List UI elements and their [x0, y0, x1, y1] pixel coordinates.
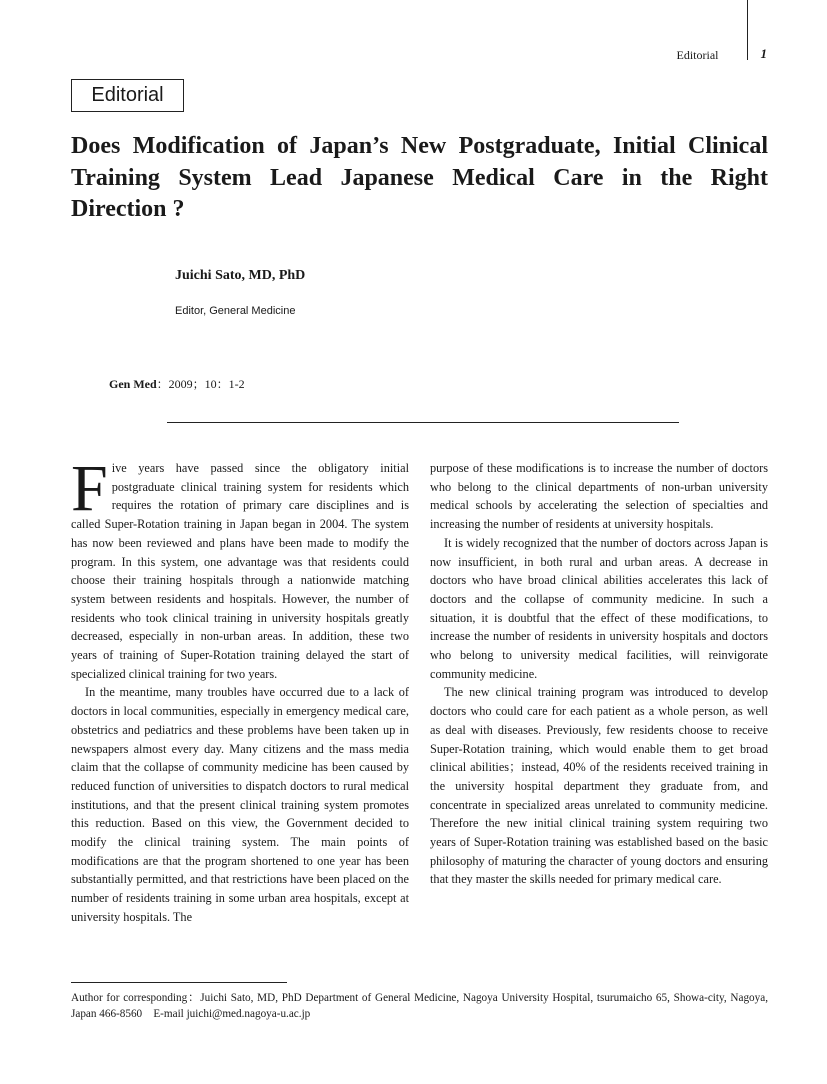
citation-details: ：2009；10：1-2: [156, 377, 245, 391]
running-head-section: Editorial: [676, 48, 719, 62]
body-paragraph: It is widely recognized that the number of doctors across Japan is now insufficient, in both rural and urban areas. A decrease in doctors who have broad clinical abilities accelerates this lack of doctors and the collapse of community medicine. In such a situation, it is doubtful that the effect of these modifications, to increase the number of residents in university hospitals and doctors who belong to university medical facilities, will reinvigorate community medicine.: [430, 535, 768, 681]
corresponding-author-footnote: Author for corresponding：Juichi Sato, MD, PhD Department of General Medicine, Nagoya University Hospital, tsurumaicho 65, Showa-city, Nagoya, Japan 466-8560 E-mail juichi@med.nagoya-u.ac.jp: [71, 992, 768, 1020]
citation-journal: Gen Med: [109, 377, 157, 391]
author-affiliation: Editor, General Medicine: [175, 305, 296, 317]
article-title: Does Modification of Japan’s New Postgraduate, Initial Clinical Training System Lead Japanese Medical Care in the Right Direction ?: [71, 133, 768, 222]
article-type-label: Editorial: [71, 79, 184, 112]
body-paragraph: [71, 452, 409, 683]
citation: [109, 375, 245, 392]
footnote-divider: [71, 982, 287, 983]
page-number: 1: [760, 46, 767, 61]
body-paragraph: The new clinical training program was introduced to develop doctors who could care for each patient as a whole person, as well as deal with diseases. Previously, few residents choose to receive Super-Rotation training, which would enable them to get broad clinical abilities；instead, 40% of the residents received training in the university hospital department they graduate from, and concentrate in specialized areas unrelated to community medicine. Therefore the new initial clinical training system requiring two years of Super-Rotation training was established based on the basic philosophy of maturing the character of young doctors and ensuring that they master the skills needed for primary medical care.: [430, 685, 768, 887]
paragraph-text: ive years have passed since the obligatory initial postgraduate clinical training system for residents which requires the rotation of primary care disciplines and is called Super-Rotation training in Japan began in 2004. The system has now been reviewed and plans have been made to modify the program. In this system, one advantage was that residents could choose their training hospitals through a nationwide matching system between residents and hospitals. However, the number of residents who took clinical training in university hospitals greatly decreased, especially in non-urban areas. In addition, these two years of training of Super-Rotation training delayed the start of specialized clinical training for two years.: [71, 461, 409, 681]
body-column-right: [430, 459, 768, 889]
title-divider: [167, 422, 679, 423]
body-paragraph: In the meantime, many troubles have occurred due to a lack of doctors in local communities, especially in emergency medical care, obstetrics and pediatrics and these problems have been taken up in newspapers almost every day. Many citizens and the mass media claim that the collapse of community medicine has been caused by reduced function of universities to dispatch doctors to rural medical institutions, and that the present clinical training system promotes this reduction. Based on this view, the Government decided to modify the clinical training system. The main points of modifications are that the program shortened to one year has been substantially permitted, and that restrictions have been placed on the number of residents training in some urban area hospitals, except at university hospitals. The: [71, 685, 409, 924]
author-name: Juichi Sato, MD, PhD: [175, 268, 306, 283]
header-divider: [747, 0, 748, 60]
body-column-left: [71, 452, 409, 927]
running-head: [677, 46, 768, 63]
drop-cap: F: [71, 452, 108, 525]
body-paragraph: purpose of these modifications is to increase the number of doctors who belong to the clinical departments of non-urban university medical schools by accelerating the selection of specialties and increasing the number of residents at university hospitals.: [430, 461, 768, 532]
